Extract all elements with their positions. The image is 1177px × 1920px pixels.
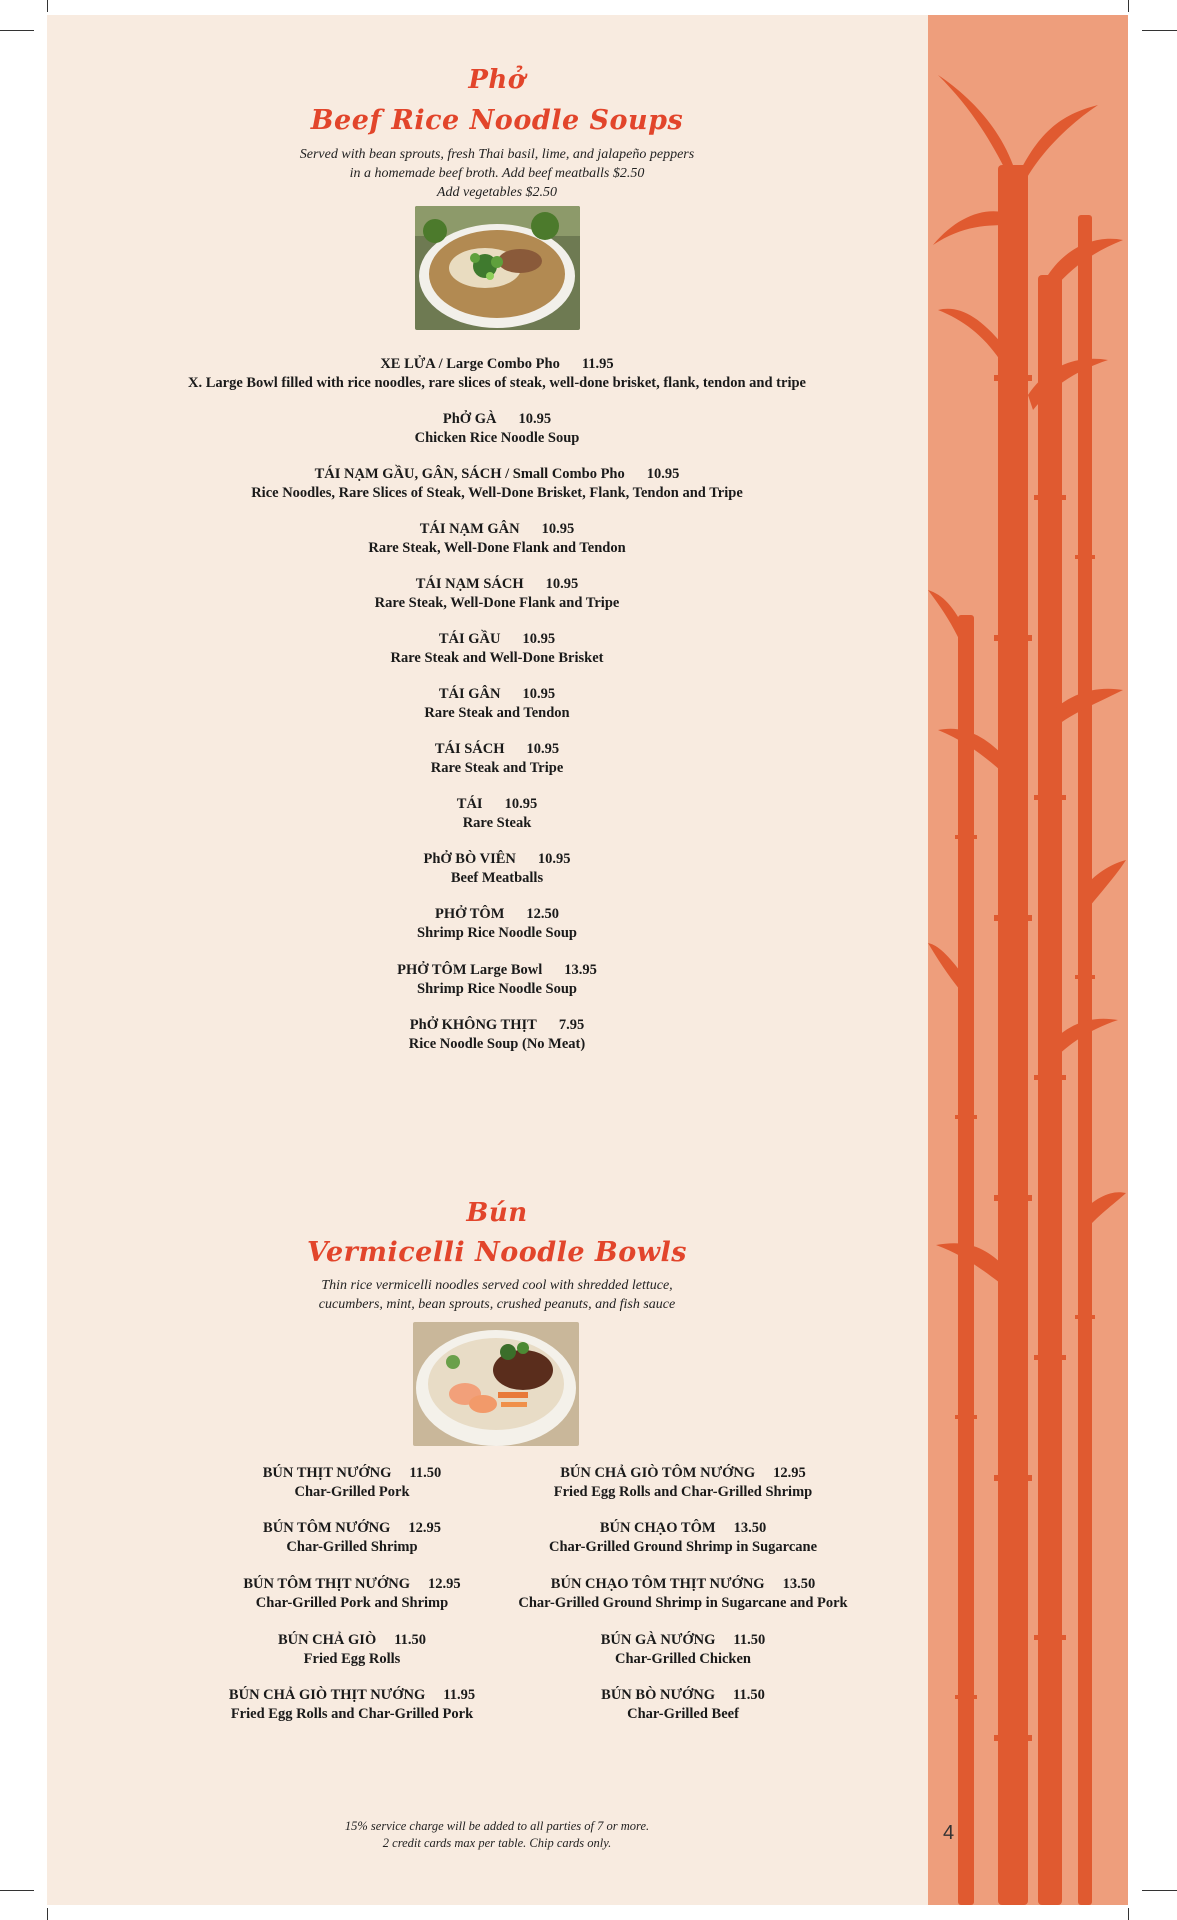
bun-menu-item [473, 1631, 893, 1669]
item-name: BÚN CHẢ GIÒ TÔM NƯỚNG [560, 1465, 756, 1481]
item-description: X. Large Bowl filled with rice noodles, rare slices of steak, well-done brisket, flank, tendon and tripe [188, 375, 806, 391]
crop-mark [1142, 1890, 1177, 1891]
item-description: Chicken Rice Noodle Soup [414, 430, 580, 446]
item-name: PHỞ TÔM Large Bowl [397, 962, 543, 978]
item-price: 13.50 [733, 1520, 767, 1536]
pho-title-en: Beef Rice Noodle Soups [310, 105, 684, 136]
item-name: TÁI NẠM GẦU, GÂN, SÁCH / Small Combo Pho [314, 466, 625, 482]
item-description: Char-Grilled Pork and Shrimp [255, 1595, 449, 1611]
item-price: 11.50 [409, 1465, 442, 1481]
pho-menu-item [47, 685, 947, 723]
item-price: 11.50 [733, 1687, 765, 1703]
pho-menu-item [47, 740, 947, 778]
item-name: TÁI SÁCH [434, 741, 505, 757]
item-description: Fried Egg Rolls [303, 1651, 401, 1667]
item-price: 10.95 [522, 686, 556, 702]
item-name: XE LỬA / Large Combo Pho [380, 356, 560, 372]
item-description: Fried Egg Rolls and Char-Grilled Pork [230, 1706, 474, 1722]
pho-menu-item [47, 630, 947, 668]
item-name: BÚN CHẢ GIÒ THỊT NƯỚNG [228, 1687, 426, 1703]
item-name: TÁI GẦU [438, 631, 501, 647]
footer-notes [47, 1818, 947, 1852]
item-description: Char-Grilled Chicken [614, 1651, 751, 1667]
crop-mark [1128, 1908, 1129, 1920]
item-name: BÚN TÔM NƯỚNG [263, 1520, 391, 1536]
item-price: 7.95 [558, 1017, 585, 1033]
item-price: 10.95 [526, 741, 560, 757]
item-name: TÁI NẠM GÂN [419, 521, 520, 537]
pho-description: Served with bean sprouts, fresh Thai basil, lime, and jalapeño peppers in a homemade beef broth. Add beef meatballs $2.50 Add vegetables $2.50 [299, 147, 695, 200]
pho-menu-item [47, 1016, 947, 1054]
bun-title-en: Vermicelli Noodle Bowls [307, 1237, 687, 1268]
crop-mark [47, 0, 48, 12]
item-name: PhỞ GÀ [442, 411, 497, 427]
item-price: 11.95 [443, 1687, 476, 1703]
item-price: 11.95 [581, 356, 614, 372]
pho-menu-item [47, 465, 947, 503]
item-description: Beef Meatballs [450, 870, 544, 886]
bun-menu-item [473, 1464, 893, 1502]
pho-menu-item [47, 410, 947, 448]
item-name: TÁI GÂN [438, 686, 501, 702]
item-description: Char-Grilled Pork [294, 1484, 410, 1500]
item-price: 10.95 [646, 466, 680, 482]
item-description: Char-Grilled Beef [627, 1706, 739, 1722]
item-description: Char-Grilled Ground Shrimp in Sugarcane [548, 1539, 818, 1555]
item-price: 12.95 [773, 1465, 806, 1481]
bun-menu-item [473, 1519, 893, 1557]
item-name: PhỞ BÒ VIÊN [423, 851, 516, 867]
item-price: 10.95 [541, 521, 575, 537]
crop-mark [0, 1890, 34, 1891]
bun-menu-item [473, 1686, 893, 1724]
bun-menu-item [473, 1575, 893, 1613]
item-description: Rare Steak and Tendon [424, 705, 570, 721]
item-price: 12.95 [428, 1576, 461, 1592]
pho-menu-item [47, 575, 947, 613]
item-description: Char-Grilled Ground Shrimp in Sugarcane and Pork [518, 1595, 848, 1611]
item-name: BÚN THỊT NƯỚNG [262, 1465, 392, 1481]
item-price: 13.50 [782, 1576, 816, 1592]
item-name: PhỞ KHÔNG THỊT [409, 1017, 537, 1033]
item-description: Rare Steak, Well-Done Flank and Tripe [374, 595, 620, 611]
item-price: 10.95 [522, 631, 556, 647]
item-name: BÚN TÔM THỊT NƯỚNG [243, 1576, 411, 1592]
item-description: Shrimp Rice Noodle Soup [417, 925, 577, 941]
item-price: 10.95 [504, 796, 538, 812]
item-name: BÚN BÒ NƯỚNG [601, 1687, 716, 1703]
item-price: 11.50 [394, 1632, 427, 1648]
bun-photo [413, 1322, 579, 1446]
footer-payment-note: 2 credit cards max per table. Chip cards only. [382, 1836, 612, 1850]
pho-title-vn: Phở [468, 65, 526, 95]
footer-service-charge: 15% service charge will be added to all parties of 7 or more. [344, 1819, 650, 1833]
item-description: Rare Steak, Well-Done Flank and Tendon [368, 540, 626, 556]
item-description: Fried Egg Rolls and Char-Grilled Shrimp [553, 1484, 813, 1500]
item-price: 12.95 [408, 1520, 441, 1536]
pho-menu-item [47, 795, 947, 833]
item-description: Rice Noodles, Rare Slices of Steak, Well-Done Brisket, Flank, Tendon and Tripe [251, 485, 743, 501]
page-number: 4 [943, 1822, 955, 1844]
crop-mark [1128, 0, 1129, 12]
item-name: TÁI [456, 796, 483, 812]
item-price: 10.95 [537, 851, 571, 867]
menu-content [47, 15, 955, 1905]
crop-mark [1142, 30, 1177, 31]
pho-menu-item [47, 850, 947, 888]
bamboo-sidebar [928, 15, 1128, 1905]
pho-photo [415, 206, 580, 330]
item-price: 13.95 [564, 962, 597, 978]
item-name: BÚN CHẠO TÔM THỊT NƯỚNG [550, 1576, 765, 1592]
item-name: PHỞ TÔM [434, 906, 505, 922]
bamboo-illustration [928, 15, 1128, 1905]
item-price: 10.95 [518, 411, 552, 427]
crop-mark [47, 1908, 48, 1920]
item-description: Rare Steak and Well-Done Brisket [390, 650, 604, 666]
item-price: 11.50 [733, 1632, 766, 1648]
item-description: Char-Grilled Shrimp [286, 1539, 418, 1555]
bun-title-vn: Bún [466, 1198, 528, 1228]
item-price: 12.50 [526, 906, 560, 922]
item-name: BÚN CHẢ GIÒ [277, 1632, 377, 1648]
item-name: BÚN GÀ NƯỚNG [600, 1632, 716, 1648]
item-description: Rare Steak [462, 815, 532, 831]
pho-menu-item [47, 355, 947, 393]
item-price: 10.95 [545, 576, 579, 592]
crop-mark [0, 30, 34, 31]
item-description: Rare Steak and Tripe [430, 760, 564, 776]
item-name: BÚN CHẠO TÔM [599, 1520, 716, 1536]
pho-menu-item [47, 905, 947, 943]
pho-menu-item [47, 961, 947, 999]
pho-menu-item [47, 520, 947, 558]
item-description: Shrimp Rice Noodle Soup [417, 981, 577, 997]
bun-description: Thin rice vermicelli noodles served cool with shredded lettuce, cucumbers, mint, bean sprouts, crushed peanuts, and fish sauce [318, 1278, 676, 1312]
item-description: Rice Noodle Soup (No Meat) [408, 1036, 586, 1052]
item-name: TÁI NẠM SÁCH [415, 576, 524, 592]
